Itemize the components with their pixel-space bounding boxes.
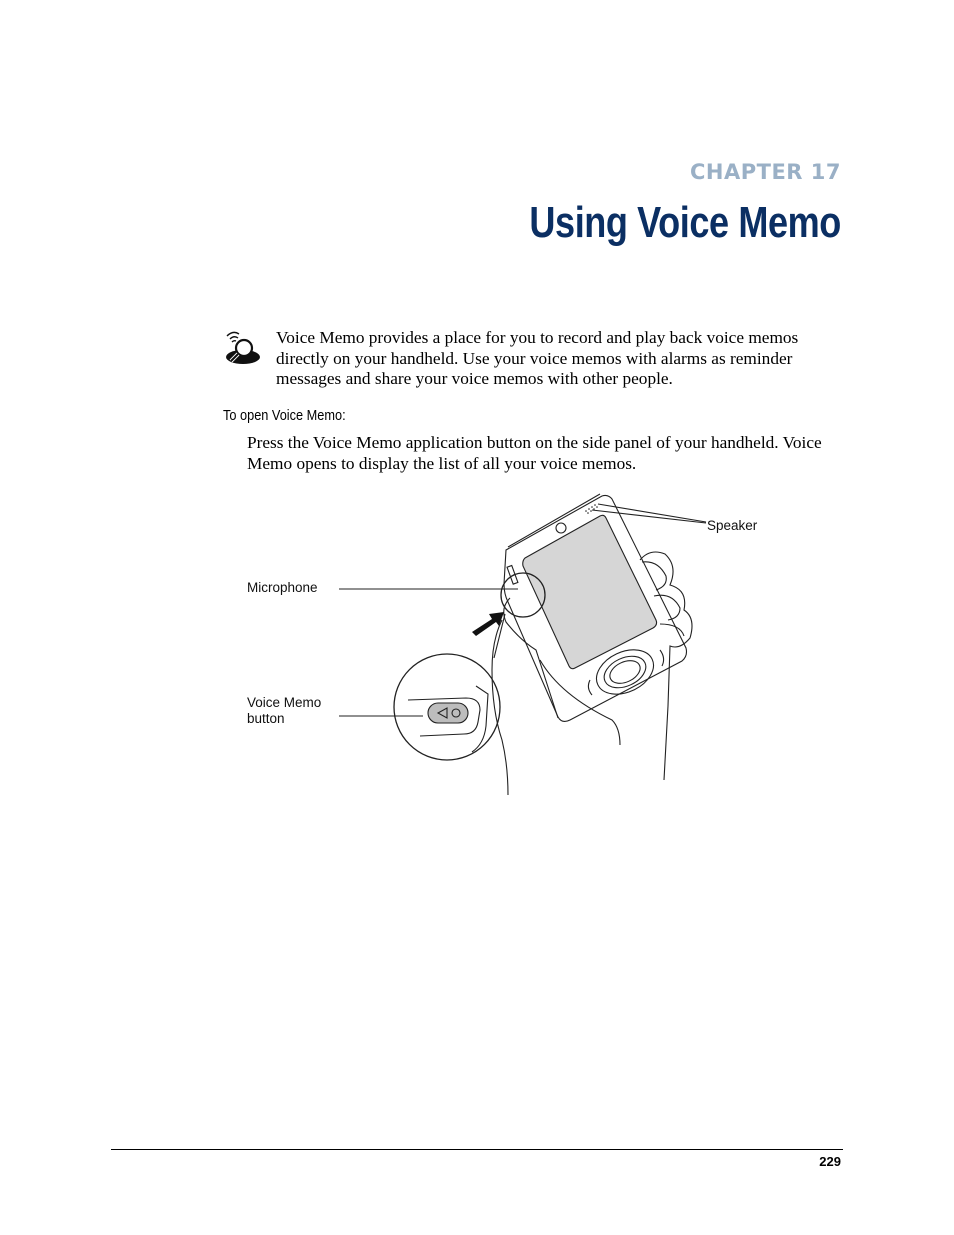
microphone-callout: Microphone bbox=[247, 580, 318, 595]
speaker-callout: Speaker bbox=[707, 518, 758, 533]
device-screen bbox=[523, 515, 657, 668]
voice-memo-button-callout: Voice Memo button bbox=[247, 695, 322, 726]
hand bbox=[640, 552, 692, 780]
voice-memo-app-icon bbox=[223, 331, 261, 365]
intro-paragraph: Voice Memo provides a place for you to record and play back voice memos directly on your handheld. Use your voice memos with alarms as reminder messages and share your voice memos with other people. bbox=[276, 328, 799, 389]
chapter-label: CHAPTER 17 bbox=[689, 160, 841, 184]
handheld-illustration bbox=[240, 490, 780, 800]
procedure-body: Press the Voice Memo application button on the side panel of your handheld. Voice Memo opens to display the list of all your voice memos. bbox=[247, 433, 822, 473]
procedure-heading: To open Voice Memo: bbox=[223, 407, 346, 424]
chapter-title: Using Voice Memo bbox=[529, 198, 841, 247]
page-number: 229 bbox=[819, 1154, 841, 1169]
press-arrow bbox=[472, 612, 504, 636]
footer-rule bbox=[111, 1149, 843, 1150]
